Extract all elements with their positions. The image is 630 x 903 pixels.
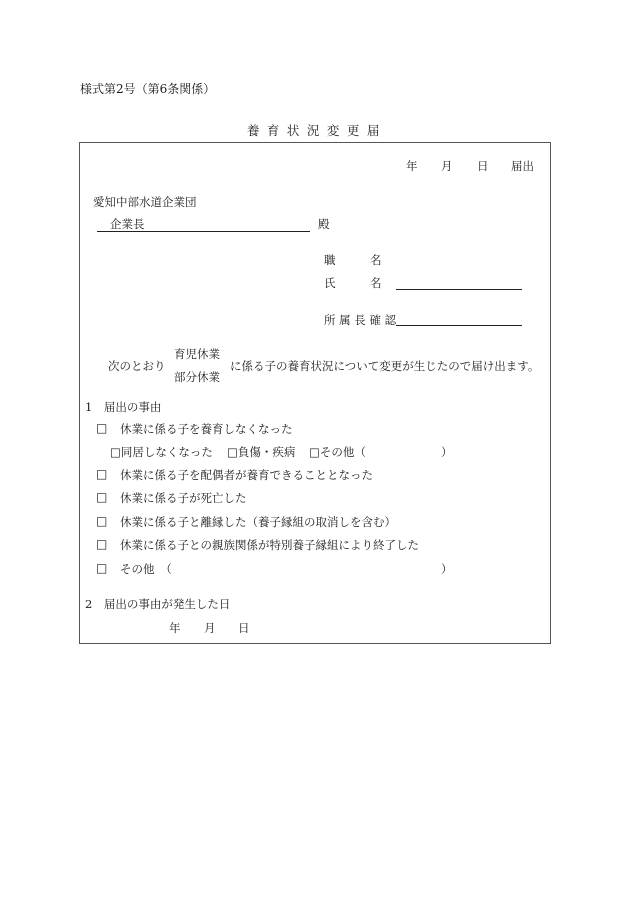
sub-option-injury-illness[interactable]: □負傷・疾病	[227, 445, 296, 459]
form-number-label: 様式第2号（第6条関係）	[80, 82, 216, 96]
checkbox-item3[interactable]: □	[96, 490, 108, 504]
supervisor-confirm-label: 所 属 長 確 認	[324, 313, 397, 327]
form-box	[79, 142, 551, 644]
sub-option-other[interactable]: □その他（	[309, 445, 366, 459]
checkbox-item2[interactable]: □	[96, 467, 108, 481]
submit-day-label: 日	[477, 159, 489, 173]
item3-label: 休業に係る子が死亡した	[120, 491, 247, 505]
sub-option-not-cohabiting[interactable]: □同居しなくなった	[110, 445, 213, 459]
section1-title: 1 届出の事由	[85, 400, 162, 414]
statement-prefix: 次のとおり	[108, 359, 166, 373]
occurrence-month-label: 月	[204, 621, 216, 635]
checkbox-item1[interactable]: □	[96, 421, 108, 435]
job-title-label: 職 名	[324, 253, 382, 267]
checkbox-item5[interactable]: □	[96, 537, 108, 551]
submit-month-label: 月	[441, 159, 453, 173]
item6-close: ）	[441, 562, 453, 576]
item1-label: 休業に係る子を養育しなくなった	[120, 422, 293, 436]
name-input-line[interactable]	[396, 275, 522, 290]
addressee-line	[97, 216, 310, 232]
addressee-org: 愛知中部水道企業団	[93, 195, 197, 209]
item5-label: 休業に係る子との親族関係が特別養子縁組により終了した	[120, 538, 419, 552]
addressee-honorific: 殿	[318, 217, 330, 231]
statement-option-partial-leave: 部分休業	[174, 370, 220, 384]
item6-label: その他 （	[120, 562, 172, 576]
section2-title: 2 届出の事由が発生した日	[85, 597, 231, 611]
item2-label: 休業に係る子を配偶者が養育できることとなった	[120, 468, 373, 482]
sub-option-other-close: ）	[441, 445, 453, 459]
supervisor-input-line[interactable]	[396, 311, 522, 326]
statement-option-childcare-leave: 育児休業	[174, 347, 220, 361]
addressee-position: 企業長	[110, 217, 145, 231]
occurrence-day-label: 日	[238, 621, 250, 635]
checkbox-item6[interactable]: □	[96, 561, 108, 575]
item4-label: 休業に係る子と離縁した（養子縁組の取消しを含む）	[120, 515, 396, 529]
occurrence-year-label: 年	[169, 621, 181, 635]
submit-year-label: 年	[406, 159, 418, 173]
name-label: 氏 名	[324, 276, 382, 290]
checkbox-item4[interactable]: □	[96, 514, 108, 528]
submit-suffix-label: 届出	[511, 159, 534, 173]
document-title: 養育状況変更届	[246, 123, 387, 138]
statement-suffix: に係る子の養育状況について変更が生じたので届け出ます。	[230, 359, 540, 373]
